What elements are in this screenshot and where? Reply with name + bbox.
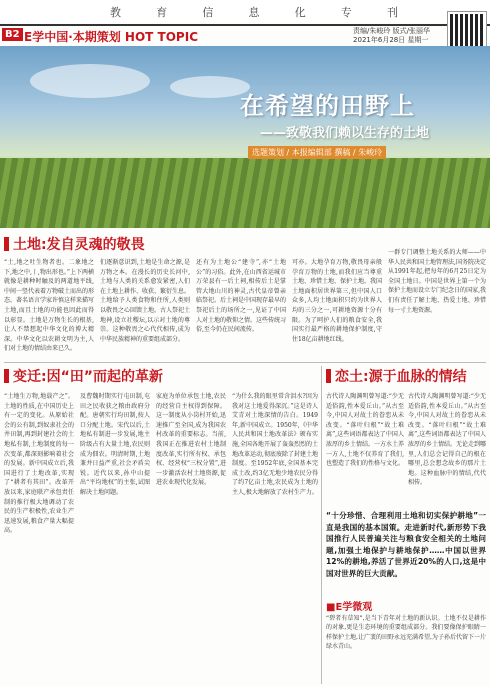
- article-column: 们逐渐意识到,土地是生命之源,是万物之本。在漫长的历史长河中,土地与人类的关系愈发紧密,人们在土地上耕作、收获、繁衍生息。土地给予人类食物和住所,人类则以敬畏之心回馈土地。古人祭祀土地神,设立社稷坛,以示对土地的尊崇。这种敬畏之心代代相传,成为中华民族精神的重要组成部分。: [100, 259, 190, 343]
- sidebar-box: [326, 598, 486, 683]
- section-marker-icon: [326, 369, 331, 383]
- page-header-row: [0, 24, 490, 47]
- article-column: 家庭为单位承包土地,农民的经营自主权得到保障。这一制度从小岗村开始,迅速推广至全国,成为我国农村改革的重要标志。当前,我国正在推进农村土地制度改革,实行所有权、承包权、经营权“三权分置”,进一步激活农村土地资源,促进农业现代化发展。: [156, 393, 226, 487]
- tagline-char: 专: [340, 6, 354, 19]
- article-column: 古代诗人陶渊明曾写道:“少无适俗韵,性本爱丘山。”从古至今,中国人对故土的眷恋从未改变。“落叶归根”“故土难离”,这些词语都表达了中国人浓厚的乡土情结。无论走到哪里,人们总会记得自己的根在哪里,总会想念故乡的那片土地。这种血脉中的情结,代代相传。: [408, 393, 486, 487]
- hero-title: 在希望的田野上: [240, 92, 415, 120]
- cloud-shape: [170, 76, 250, 98]
- article-column: 一群专门调整土地关系的大师——中华人民共和国土地管理法,国务院决定从1991年起,把每年的6月25日定为全国土地日。中国是世界上第一个为保护土地而设立专门纪念日的国家,我们有责任了解土地、热爱土地、珍惜每一寸土地资源。: [388, 249, 486, 314]
- page-number: B2: [2, 28, 23, 41]
- cloud-shape: [30, 64, 150, 98]
- tagline-char: 信: [202, 6, 216, 19]
- divider: [321, 366, 322, 684]
- article-column: 及曹魏时期实行屯田制,屯田之民收获之粮由政府分配。唐朝实行均田制,按人口分配土地。宋代以后,土地私有制进一步发展,地主阶级占有大量土地,农民则成为佃农。明清时期,土地兼并日益严重,社会矛盾尖锐。近代以来,孙中山提出“平均地权”的主张,试图解决土地问题。: [80, 393, 150, 496]
- section-heading-1: [4, 236, 145, 252]
- divider: [4, 362, 486, 363]
- sidebar-header: [326, 598, 486, 612]
- tagline-char: 化: [294, 6, 308, 19]
- sidebar-body: “碧者有草知”,是当下青年对土地的新认识。土地不仅是耕作的对象,更是生态环境的重要组成部分。我们要像保护眼睛一样保护土地,让广袤的田野永远充满希望,为子孙后代留下一片绿水青山。: [326, 615, 486, 651]
- article-column: “土,地之吐生物者也。二象地之下,地之中,丨,物出形也。”上下两横就像是耕种时触及的两道地平线,中间一竖代表着万物破土而出的形态。著名语言学家许慎这样来描写土地,而且土地的功能也因此而得以彰显。土地是万物生长的根基,让人不禁想起中华文化的博大精深。中华文化以农耕文明为主,人们对土地的情结由来已久。: [4, 259, 94, 353]
- section-heading-text: 土地:发自灵魂的敬畏: [13, 237, 145, 253]
- section-heading-3: [326, 368, 467, 384]
- edition-meta: [353, 27, 430, 45]
- article-column: 可亦。大地孕育万物,敬畏母亲般孕育万物的土地,而我们应当尊重土地、珍惜土地、保护土地。我国土地面积居世界第三,但中国人口众多,人均土地面积只约为世界人均的三分之一,可耕地资源十分有限。为了呵护人们的粮食安全,我国实行最严格的耕地保护制度,守住18亿亩耕地红线。: [292, 259, 382, 343]
- article-column: “为什么我的眼里常含泪水?因为我对这土地爱得深沉。”这是诗人艾青对土地深情的告白。1949年,新中国成立。1950年,《中华人民共和国土地改革法》颁布实施,全国各地开展了轰轰烈烈的土地改革运动,彻底废除了封建土地制度。至1952年底,全国基本完成土改,约3亿无地少地农民分得了约7亿亩土地,农民成为土地的主人,极大地解放了农村生产力。: [232, 393, 318, 496]
- article-column: 古代诗人陶渊明曾写道:“少无适俗韵,性本爱丘山。”从古至今,中国人对故土的眷恋从未改变。“落叶归根”“故土难离”,这些词语都表达了中国人浓厚的乡土情结。一方水土养一方人,土地不仅养育了我们,也塑造了我们的性格与文化。: [326, 393, 404, 468]
- section-heading-2: [4, 368, 163, 384]
- tagline-char: 刊: [386, 6, 400, 19]
- article-column: “土地生万物,地载产之”。土地的性质,在中国历史上有一定的变化。从原始社会的公有制,到奴隶社会的井田制,再到封建社会的土地私有制,土地制度的每一次变革,都深刻影响着社会的发展。新中国成立后,我国进行了土地改革,实现了“耕者有其田”。改革开放以来,家庭联产承包责任制的推行极大地调动了农民的生产积极性,农业生产迅速发展,粮食产量大幅提高。: [4, 393, 74, 535]
- masthead-band: [0, 0, 490, 22]
- tagline-char: 息: [248, 6, 262, 19]
- field-shape: [0, 158, 490, 228]
- section-title: E学中国·本期策划 HOT TOPIC: [24, 30, 198, 44]
- date-line: 2021年6月28日 星期一: [353, 36, 429, 44]
- section-marker-icon: [4, 369, 9, 383]
- masthead-tagline: [110, 4, 400, 20]
- qr-code-icon: [448, 12, 486, 50]
- tagline-char: 教: [110, 6, 123, 19]
- sidebar-title: ■E学微观: [326, 601, 373, 613]
- hero-subtitle: ——致敬我们赖以生存的土地: [260, 126, 430, 141]
- pull-quote: “十分珍惜、合理利用土地和切实保护耕地”一直是我国的基本国策。走进新时代,新形势下我国推行人民普遍关注与粮食安全相关的土地问题,加强土地保护与耕地保护……中国以世界12%的耕地,养活了世界近20%的人口,这是中国对世界的巨大贡献。: [326, 511, 486, 578]
- tagline-char: 育: [156, 6, 170, 19]
- hero-image: [0, 46, 490, 228]
- article-column: 还有为土地公“建寺”,亦“土地公”的习俗。此外,在山西省运城市万荣县有一后土祠,相传后土是掌管大地山川的神灵,古代皇帝曾亲临祭祀。后土祠是中国现存最早的祭祀后土的场所之一,见证了中国人对土地的敬仰之情。这些传统习俗,至今仍在民间流传。: [196, 259, 286, 334]
- section-heading-text: 恋土:源于血脉的情结: [335, 369, 467, 385]
- editor-line: 责编/朱峻玲 版式/张丽华: [353, 27, 430, 35]
- section-marker-icon: [4, 237, 9, 251]
- hero-byline: 选题策划 / 本报编辑部 撰稿 / 朱峻玲: [248, 146, 386, 159]
- section-heading-text: 变迁:因“田”而起的革新: [13, 369, 164, 385]
